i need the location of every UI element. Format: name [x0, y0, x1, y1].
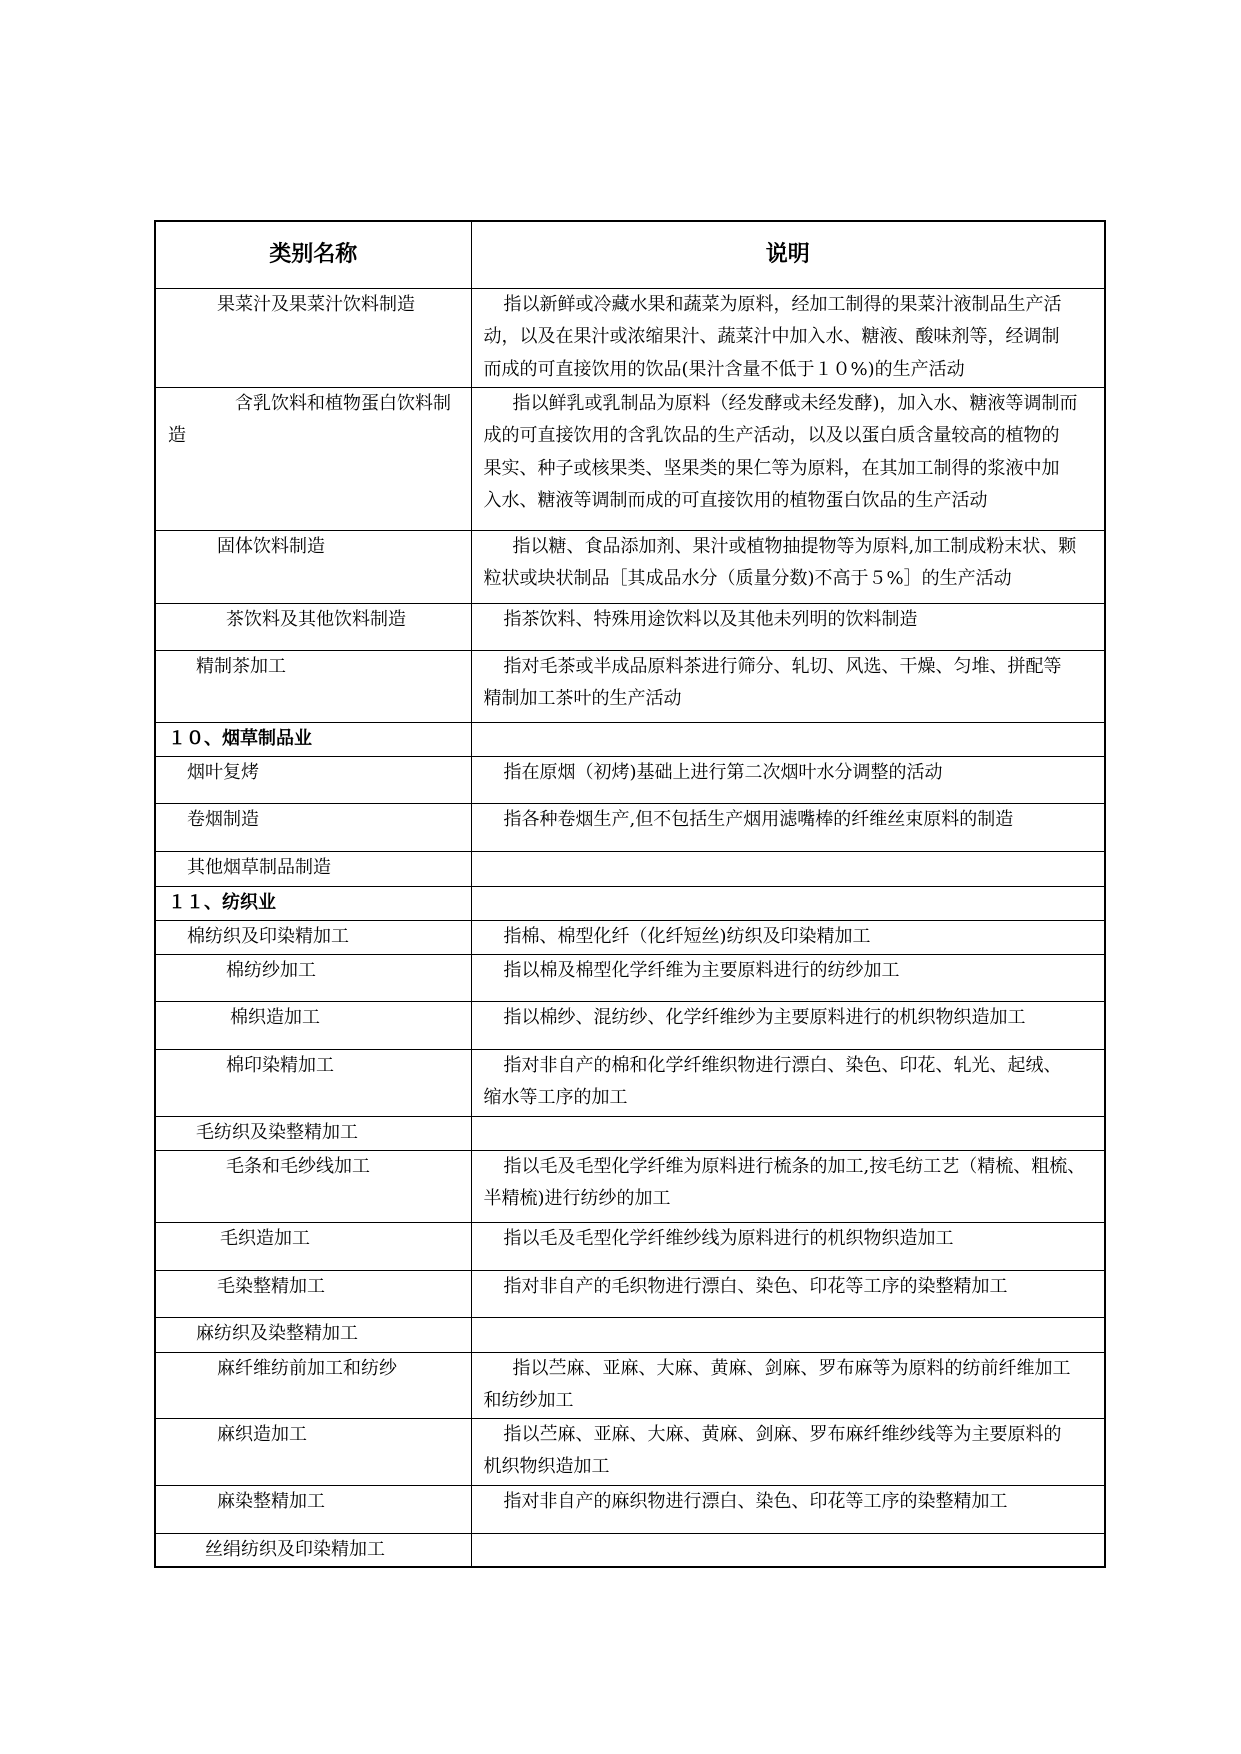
category-cell [155, 387, 471, 530]
description-line: 指以糖、食品添加剂、果汁或植物抽提物等为原料,加工制成粉末状、颗 [512, 535, 1077, 557]
category-cell [155, 722, 471, 756]
description-line: 半精梳)进行纺纱的加工 [483, 1188, 671, 1209]
category-name: 棉织造加工 [230, 1006, 320, 1028]
category-cell [155, 1116, 471, 1150]
description-line: 指以苎麻、亚麻、大麻、黄麻、剑麻、罗布麻纤维纱线等为主要原料的 [503, 1423, 1062, 1445]
table-row [155, 530, 1105, 603]
column-header-description: 说明 [471, 221, 1105, 288]
section-row [155, 722, 1105, 756]
description-line: 指对非自产的毛织物进行漂白、染色、印花等工序的染整精加工 [503, 1275, 1008, 1297]
table-row [155, 1150, 1105, 1222]
category-cell [155, 851, 471, 886]
description-cell [471, 603, 1105, 650]
category-cell [155, 530, 471, 603]
description-cell [471, 756, 1105, 803]
table-row [155, 603, 1105, 650]
description-line: 指对毛茶或半成品原料茶进行筛分、轧切、风选、干燥、匀堆、拼配等 [503, 655, 1062, 677]
section-row [155, 886, 1105, 920]
table-row [155, 1317, 1105, 1352]
category-cell [155, 1317, 471, 1352]
description-cell [471, 387, 1105, 530]
table-row [155, 1116, 1105, 1150]
description-cell [471, 851, 1105, 886]
table-row [155, 1270, 1105, 1317]
description-cell [471, 920, 1105, 954]
category-name: 卷烟制造 [187, 808, 259, 830]
category-name: 固体饮料制造 [217, 535, 325, 557]
category-name: 毛染整精加工 [217, 1275, 325, 1297]
description-line: 指对非自产的棉和化学纤维织物进行漂白、染色、印花、轧光、起绒、 [503, 1054, 1062, 1076]
category-cell [155, 1049, 471, 1116]
category-cell [155, 603, 471, 650]
description-cell [471, 803, 1105, 851]
description-line: 缩水等工序的加工 [483, 1087, 628, 1108]
category-name: 精制茶加工 [196, 655, 286, 677]
description-line: 机织物织造加工 [483, 1456, 610, 1477]
description-cell [471, 1418, 1105, 1485]
table-row [155, 288, 1105, 387]
description-line: 入水、糖液等调制而成的可直接饮用的植物蛋白饮品的生产活动 [483, 490, 988, 511]
description-line: 指棉、棉型化纤（化纤短丝)纺织及印染精加工 [503, 925, 871, 947]
description-cell [471, 722, 1105, 756]
description-line: 指以新鲜或冷藏水果和蔬菜为原料，经加工制得的果菜汁液制品生产活 [503, 293, 1062, 315]
category-name: 棉印染精加工 [226, 1054, 334, 1076]
industry-classification-table [154, 220, 1106, 1568]
category-name: 其他烟草制品制造 [187, 856, 331, 878]
description-line: 指对非自产的麻织物进行漂白、染色、印花等工序的染整精加工 [503, 1490, 1008, 1512]
description-cell [471, 1533, 1105, 1567]
description-cell [471, 1049, 1105, 1116]
table-row [155, 920, 1105, 954]
category-name: 麻织造加工 [217, 1423, 307, 1445]
table-row [155, 1352, 1105, 1418]
description-line: 成的可直接饮用的含乳饮品的生产活动，以及以蛋白质含量较高的植物的 [483, 425, 1060, 446]
table-row [155, 1485, 1105, 1533]
category-cell [155, 1418, 471, 1485]
table-row [155, 387, 1105, 530]
description-cell [471, 1352, 1105, 1418]
category-name-line: 造 [168, 425, 186, 446]
description-cell [471, 1116, 1105, 1150]
table-row [155, 851, 1105, 886]
category-name: 棉纺织及印染精加工 [187, 925, 349, 947]
category-cell [155, 920, 471, 954]
category-cell [155, 954, 471, 1001]
category-cell [155, 1222, 471, 1270]
description-line: 指各种卷烟生产,但不包括生产烟用滤嘴棒的纤维丝束原料的制造 [503, 808, 1014, 830]
category-cell [155, 886, 471, 920]
category-cell [155, 1150, 471, 1222]
description-line: 果实、种子或核果类、坚果类的果仁等为原料，在其加工制得的浆液中加 [483, 457, 1060, 479]
table-row [155, 1222, 1105, 1270]
category-name: 麻纤维纺前加工和纺纱 [217, 1357, 397, 1379]
description-cell [471, 1317, 1105, 1352]
category-cell [155, 650, 471, 722]
description-line: 指以鲜乳或乳制品为原料（经发酵或未经发酵)，加入水、糖液等调制而 [512, 392, 1078, 414]
category-name: 果菜汁及果菜汁饮料制造 [217, 293, 415, 315]
description-line: 动，以及在果汁或浓缩果汁、蔬菜汁中加入水、糖液、酸味剂等，经调制 [483, 326, 1060, 347]
description-line: 指以棉纱、混纺纱、化学纤维纱为主要原料进行的机织物织造加工 [503, 1006, 1026, 1028]
table-row [155, 756, 1105, 803]
description-line: 指以毛及毛型化学纤维纱线为原料进行的机织物织造加工 [503, 1227, 954, 1249]
table-row [155, 650, 1105, 722]
category-cell [155, 803, 471, 851]
description-cell [471, 954, 1105, 1001]
table-row [155, 1049, 1105, 1116]
category-name: 丝绢纺织及印染精加工 [205, 1538, 385, 1560]
description-line: 指茶饮料、特殊用途饮料以及其他未列明的饮料制造 [503, 608, 918, 630]
description-cell [471, 1222, 1105, 1270]
table-row [155, 803, 1105, 851]
description-cell [471, 886, 1105, 920]
table-row [155, 1533, 1105, 1567]
category-cell [155, 1352, 471, 1418]
description-line: 指以苎麻、亚麻、大麻、黄麻、剑麻、罗布麻等为原料的纺前纤维加工 [512, 1357, 1071, 1379]
description-cell [471, 1270, 1105, 1317]
category-cell [155, 288, 471, 387]
description-cell [471, 288, 1105, 387]
description-cell [471, 650, 1105, 722]
description-line: 指以棉及棉型化学纤维为主要原料进行的纺纱加工 [503, 959, 900, 981]
description-line: 和纺纱加工 [483, 1390, 574, 1411]
description-line: 粒状或块状制品［其成品水分（质量分数)不高于５%］的生产活动 [483, 568, 1012, 589]
description-cell [471, 530, 1105, 603]
description-line: 指在原烟（初烤)基础上进行第二次烟叶水分调整的活动 [503, 761, 943, 783]
category-name-line: 含乳饮料和植物蛋白饮料制 [235, 392, 451, 414]
category-cell [155, 1485, 471, 1533]
column-header-category: 类别名称 [155, 221, 471, 288]
category-cell [155, 1533, 471, 1567]
category-name: 毛纺织及染整精加工 [196, 1121, 358, 1143]
category-name: 麻染整精加工 [217, 1490, 325, 1512]
description-line: 而成的可直接饮用的饮品(果汁含量不低于１０%)的生产活动 [483, 358, 965, 380]
category-name: 棉纺纱加工 [226, 959, 316, 981]
description-line: 指以毛及毛型化学纤维为原料进行梳条的加工,按毛纺工艺（精梳、粗梳、 [503, 1155, 1086, 1177]
table-header-row [155, 221, 1105, 288]
category-name: 毛织造加工 [220, 1227, 310, 1249]
category-name: 烟叶复烤 [187, 761, 259, 783]
category-cell [155, 1270, 471, 1317]
category-cell [155, 1001, 471, 1049]
table-row [155, 954, 1105, 1001]
description-cell [471, 1001, 1105, 1049]
description-cell [471, 1150, 1105, 1222]
category-cell [155, 756, 471, 803]
description-line: 精制加工茶叶的生产活动 [483, 688, 682, 709]
description-cell [471, 1485, 1105, 1533]
table-row [155, 1001, 1105, 1049]
category-name: 麻纺织及染整精加工 [196, 1322, 358, 1344]
category-name: 毛条和毛纱线加工 [226, 1155, 370, 1177]
table-row [155, 1418, 1105, 1485]
category-name: 茶饮料及其他饮料制造 [226, 608, 406, 630]
section-title: １１、纺织业 [168, 891, 276, 913]
section-title: １０、烟草制品业 [168, 727, 312, 749]
